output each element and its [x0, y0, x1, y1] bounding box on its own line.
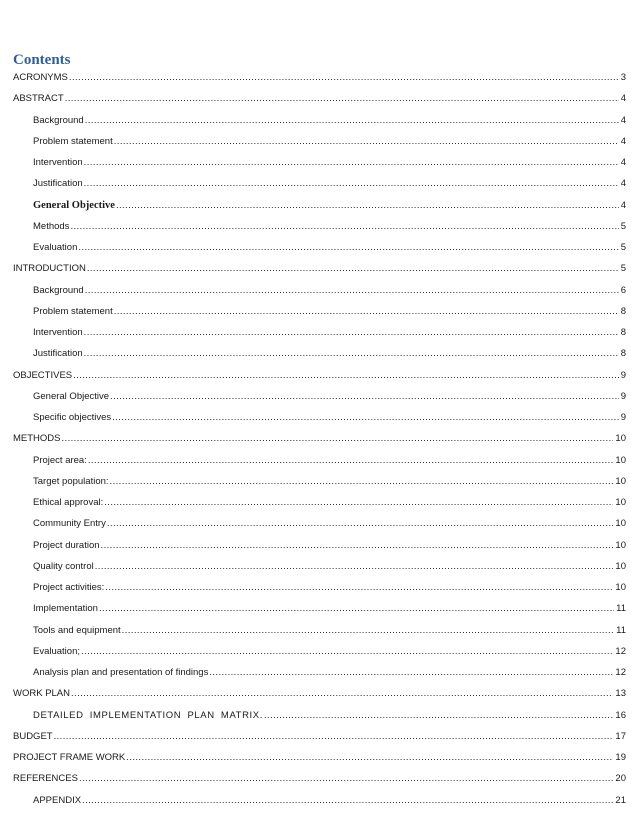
- toc-dot-leader: [105, 581, 613, 595]
- toc-dot-leader: [79, 772, 613, 786]
- toc-dot-leader: [65, 92, 619, 106]
- toc-page-number: 8: [620, 348, 626, 360]
- toc-page-number: 19: [615, 752, 626, 763]
- toc-entry[interactable]: [33, 454, 626, 468]
- toc-entry[interactable]: [33, 177, 626, 191]
- toc-page-number: 9: [620, 412, 626, 423]
- toc-entry[interactable]: [13, 772, 626, 786]
- toc-entry-text: Implementation: [33, 603, 98, 615]
- toc-entry[interactable]: [33, 326, 626, 340]
- toc-dot-leader: [78, 241, 618, 255]
- toc-entry-text: Project activities:: [33, 582, 105, 593]
- toc-entry-text: Intervention: [33, 327, 83, 338]
- toc-entry-text: METHODS: [13, 433, 61, 445]
- toc-dot-leader: [85, 284, 619, 298]
- toc-entry[interactable]: [33, 581, 626, 595]
- toc-page-number: 4: [620, 178, 626, 190]
- toc-entry[interactable]: [13, 687, 626, 701]
- toc-page-number: 10: [615, 560, 626, 572]
- toc-entry[interactable]: [33, 135, 626, 149]
- toc-dot-leader: [87, 262, 619, 276]
- toc-entry[interactable]: [33, 156, 626, 170]
- toc-entry[interactable]: [33, 794, 626, 808]
- toc-entry-text: Quality control: [33, 560, 94, 572]
- toc-page-number: 12: [615, 645, 626, 657]
- toc-page-number: 5: [620, 220, 626, 232]
- toc-dot-leader: [84, 156, 619, 170]
- toc-entry[interactable]: [33, 114, 626, 128]
- toc-page-number: 11: [616, 624, 626, 636]
- toc-entry-text: Problem statement: [33, 305, 113, 317]
- toc-dot-leader: [84, 326, 619, 340]
- toc-page-number: 4: [620, 114, 626, 126]
- toc-page-number: 11: [616, 603, 626, 615]
- toc-entry[interactable]: [33, 411, 626, 425]
- toc-dot-leader: [95, 560, 614, 574]
- toc-entry-text: Target population:: [33, 475, 109, 487]
- toc-page-number: 17: [615, 730, 626, 742]
- toc-entry[interactable]: [13, 369, 626, 383]
- toc-page-number: 6: [620, 284, 626, 296]
- toc-dot-leader: [110, 475, 614, 489]
- toc-entry[interactable]: [33, 539, 626, 553]
- toc-entry-text: Problem statement: [33, 135, 113, 147]
- toc-dot-leader: [88, 454, 614, 468]
- toc-dot-leader: [99, 602, 614, 616]
- toc-entry-text: Justification: [33, 348, 83, 360]
- toc-dot-leader: [71, 687, 613, 701]
- toc-entry-text: Background: [33, 284, 84, 296]
- toc-dot-leader: [84, 177, 619, 191]
- toc-page-number: 12: [615, 667, 626, 678]
- toc-page-number: 9: [620, 369, 626, 381]
- toc-dot-leader: [104, 496, 613, 510]
- toc-entry-text: WORK PLAN: [13, 688, 71, 700]
- toc-entry-text: Analysis plan and presentation of findings: [33, 667, 209, 678]
- toc-dot-leader: [264, 709, 613, 723]
- toc-entry[interactable]: [33, 390, 626, 404]
- toc-entry-text: Background: [33, 114, 84, 126]
- toc-entry-text: General Objective: [33, 390, 110, 402]
- toc-dot-leader: [122, 624, 614, 638]
- toc-entry[interactable]: [33, 241, 626, 255]
- toc-dot-leader: [209, 666, 613, 680]
- toc-dot-leader: [70, 220, 618, 234]
- toc-entry[interactable]: [33, 517, 626, 531]
- toc-entry-text: Evaluation;: [33, 645, 81, 657]
- toc-page-number: 10: [615, 454, 626, 466]
- toc-page-number: 4: [620, 93, 626, 105]
- toc-dot-leader: [126, 751, 613, 765]
- toc-entry-text: PROJECT FRAME WORK: [13, 752, 126, 763]
- toc-entry-text: APPENDIX: [33, 794, 82, 806]
- toc-dot-leader: [82, 794, 613, 808]
- toc-entry-text: DETAILED IMPLEMENTATION PLAN MATRIX.: [33, 709, 263, 721]
- toc-entry-text: Methods: [33, 220, 70, 232]
- toc-page-number: 16: [615, 709, 626, 721]
- toc-page-number: 10: [615, 518, 626, 530]
- toc-dot-leader: [62, 432, 614, 446]
- toc-entry[interactable]: [33, 560, 626, 574]
- toc-entry[interactable]: [33, 305, 626, 319]
- toc-entry-text: Justification: [33, 178, 83, 190]
- toc-entry-text: ACRONYMS: [13, 72, 68, 83]
- toc-entry-text: Community Entry: [33, 518, 106, 530]
- toc-entry-text: Ethical approval:: [33, 497, 104, 508]
- toc-entry[interactable]: [33, 496, 626, 510]
- toc-page-number: 8: [620, 327, 626, 338]
- toc-page-number: 5: [620, 242, 626, 253]
- toc-entry-text: General Objective: [33, 199, 115, 211]
- toc-dot-leader: [81, 645, 613, 659]
- toc-page-number: 9: [620, 390, 626, 402]
- toc-page-number: 10: [615, 539, 626, 551]
- toc-entry[interactable]: [13, 262, 626, 276]
- toc-entry[interactable]: [13, 432, 626, 446]
- toc-entry[interactable]: [13, 730, 626, 744]
- toc-entry-text: Evaluation: [33, 242, 78, 253]
- toc-page-number: 4: [620, 199, 626, 211]
- toc-entry[interactable]: [13, 71, 626, 85]
- toc-entry-text: Project area:: [33, 454, 87, 466]
- toc-page-number: 5: [620, 263, 626, 275]
- toc-dot-leader: [101, 539, 614, 553]
- toc-entry[interactable]: [33, 284, 626, 298]
- toc-entry[interactable]: [33, 220, 626, 234]
- toc-dot-leader: [73, 369, 619, 383]
- toc-entry[interactable]: [33, 666, 626, 680]
- toc-entry[interactable]: [33, 199, 626, 213]
- toc-entry[interactable]: [33, 602, 626, 616]
- toc-entry-text: Project duration: [33, 539, 100, 551]
- toc-page-number: 20: [615, 773, 626, 785]
- toc-dot-leader: [112, 411, 619, 425]
- toc-dot-leader: [85, 114, 619, 128]
- toc-entry[interactable]: [33, 475, 626, 489]
- toc-dot-leader: [114, 305, 619, 319]
- toc-dot-leader: [116, 199, 619, 213]
- toc-entry[interactable]: [13, 92, 626, 106]
- toc-page-number: 3: [620, 72, 626, 83]
- toc-title: Contents: [13, 52, 71, 68]
- toc-page-number: 4: [620, 157, 626, 168]
- toc-entry-text: INTRODUCTION: [13, 263, 86, 275]
- toc-page-number: 10: [615, 497, 626, 508]
- toc-entry-text: Specific objectives: [33, 412, 112, 423]
- toc-entry-text: REFERENCES: [13, 773, 78, 785]
- toc-entry[interactable]: [13, 751, 626, 765]
- toc-page-number: 21: [615, 794, 626, 806]
- toc-page-number: 8: [620, 305, 626, 317]
- toc-page-number: 10: [615, 433, 626, 445]
- toc-entry[interactable]: [33, 645, 626, 659]
- toc-dot-leader: [110, 390, 619, 404]
- toc-entry[interactable]: [33, 709, 626, 723]
- toc-dot-leader: [54, 730, 614, 744]
- toc-entry-text: OBJECTIVES: [13, 369, 73, 381]
- toc-dot-leader: [114, 135, 619, 149]
- toc-entry-text: ABSTRACT: [13, 93, 64, 105]
- toc-entry-text: Tools and equipment: [33, 624, 121, 636]
- toc-entry[interactable]: [33, 624, 626, 638]
- toc-page-number: 10: [615, 582, 626, 593]
- toc-entry-text: BUDGET: [13, 730, 53, 742]
- toc-entry[interactable]: [33, 347, 626, 361]
- toc-page-number: 10: [615, 475, 626, 487]
- toc-dot-leader: [69, 71, 619, 85]
- toc-dot-leader: [84, 347, 619, 361]
- toc-dot-leader: [107, 517, 614, 531]
- toc-entry-text: Intervention: [33, 157, 83, 168]
- toc-page-number: 13: [615, 688, 626, 700]
- toc-page-number: 4: [620, 135, 626, 147]
